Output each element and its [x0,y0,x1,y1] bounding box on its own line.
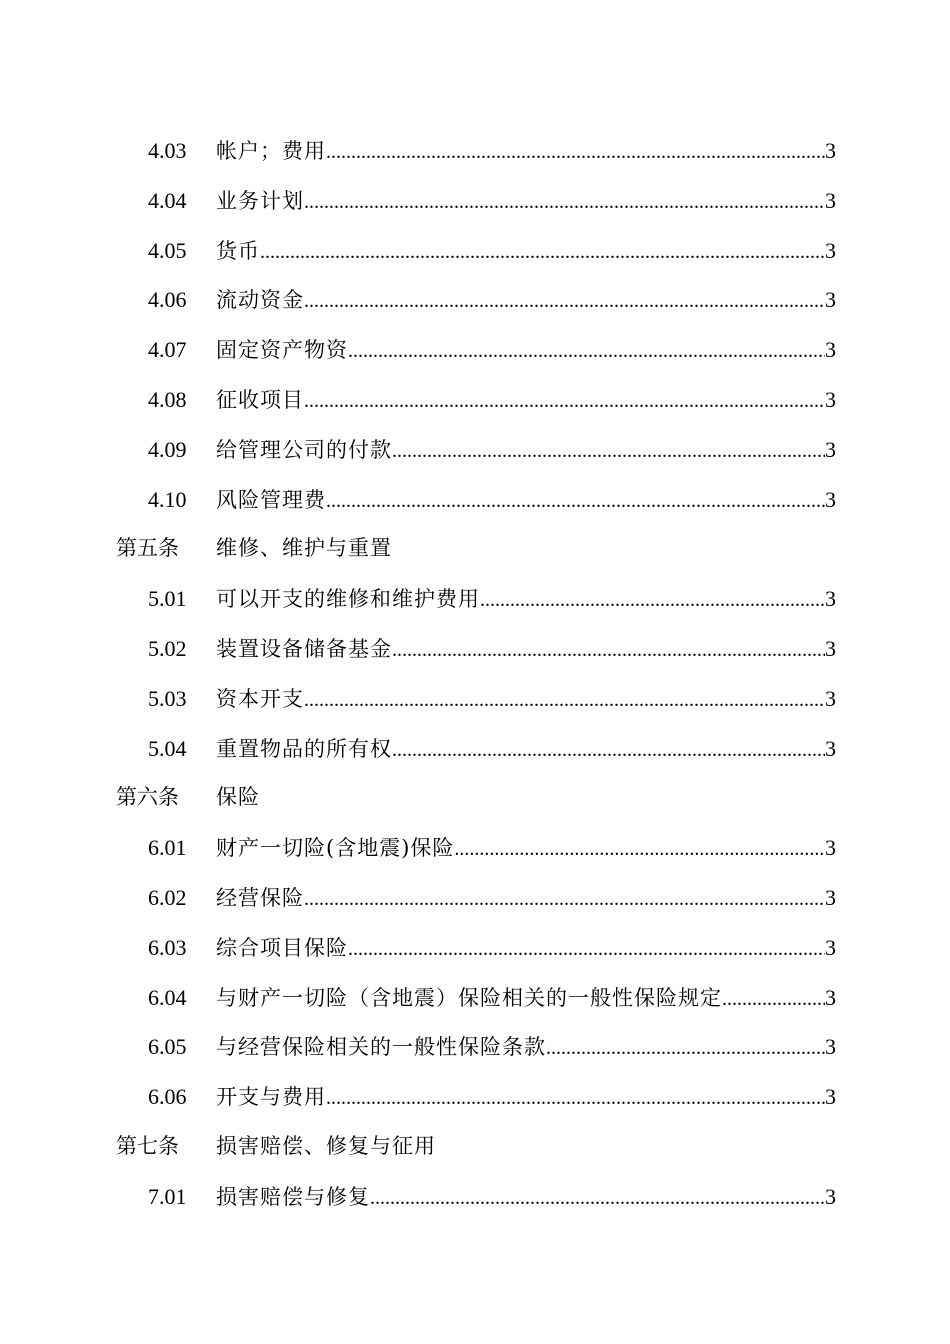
toc-section-heading [0,1122,950,1172]
entry-body [216,275,836,327]
toc-entry[interactable] [0,375,950,425]
entry-title: 重置物品的所有权 [216,736,392,761]
dot-leader [392,626,825,676]
entry-title: 固定资产物资 [216,338,348,363]
entry-number: 6.05 [148,1034,187,1060]
entry-body [216,1122,836,1172]
entry-title: 流动资金 [216,288,304,313]
entry-body [216,574,836,626]
page-number: 3 [825,237,836,263]
page-number: 3 [825,1183,836,1209]
entry-number: 4.09 [148,436,187,462]
entry-title: 开支与费用 [216,1085,326,1110]
entry-title: 资本开支 [216,686,304,711]
entry-title: 经营保险 [216,885,304,910]
dot-leader [480,576,825,626]
entry-body [216,325,836,377]
entry-body [216,873,836,925]
entry-body [216,475,836,527]
entry-number: 4.05 [148,237,187,263]
page-number: 3 [825,934,836,960]
entry-number: 4.04 [148,187,187,213]
page-number: 3 [825,984,836,1010]
entry-body [216,524,836,574]
section-title: 维修、维护与重置 [216,536,392,561]
entry-number: 7.01 [148,1183,187,1209]
toc-entry[interactable] [0,624,950,674]
entry-title: 风险管理费 [216,487,326,512]
section-title: 损害赔偿、修复与征用 [216,1133,436,1158]
dot-leader [304,277,825,327]
entry-number: 4.03 [148,138,187,163]
entry-number: 4.06 [148,287,187,313]
entry-body [216,823,836,875]
entry-body [216,425,836,477]
page-number: 3 [825,337,836,363]
dot-leader [454,825,825,875]
page-number: 3 [825,635,836,661]
dot-leader [304,676,825,726]
section-number: 第六条 [116,785,179,810]
entry-body [216,674,836,726]
entry-title: 综合项目保险 [216,935,348,960]
entry-number: 6.04 [148,984,187,1010]
dot-leader [546,1024,825,1074]
toc-entry[interactable] [0,973,950,1023]
page-number: 3 [825,138,836,163]
page-number: 3 [825,187,836,213]
entry-title: 可以开支的维修和维护费用 [216,587,480,612]
toc-entry[interactable] [0,873,950,923]
toc-entry[interactable] [0,126,950,176]
toc-entry[interactable] [0,1072,950,1122]
dot-leader [326,1074,825,1124]
page-number: 3 [825,1084,836,1110]
entry-number: 6.01 [148,835,187,861]
section-title: 保险 [216,785,260,810]
toc-entry[interactable] [0,1172,950,1222]
entry-title: 征收项目 [216,387,304,412]
dot-leader [304,178,825,228]
page-number: 3 [825,287,836,313]
entry-number: 5.02 [148,635,187,661]
entry-number: 6.02 [148,884,187,910]
section-number: 第七条 [116,1133,179,1158]
dot-leader [392,726,825,776]
toc-section-heading [0,773,950,823]
page-number: 3 [825,735,836,761]
toc-entry[interactable] [0,325,950,375]
page-number: 3 [825,486,836,512]
entry-title: 与财产一切险（含地震）保险相关的一般性保险规定 [216,985,722,1010]
entry-title: 业务计划 [216,188,304,213]
entry-number: 5.03 [148,685,187,711]
page-number: 3 [825,586,836,612]
entry-title: 装置设备储备基金 [216,636,392,661]
page-number: 3 [825,1034,836,1060]
entry-body [216,1172,836,1224]
entry-body [216,923,836,975]
page-number: 3 [825,436,836,462]
page-number: 3 [825,386,836,412]
entry-number: 6.06 [148,1084,187,1110]
entry-number: 4.07 [148,337,187,363]
page-number: 3 [825,835,836,861]
page-number: 3 [825,884,836,910]
toc-entry[interactable] [0,823,950,873]
entry-title: 帐户；费用 [216,139,326,163]
entry-body [216,226,836,278]
entry-body [216,624,836,676]
entry-title: 损害赔偿与修复 [216,1184,370,1209]
entry-body [216,176,836,228]
toc-entry[interactable] [0,674,950,724]
toc-entry[interactable] [0,923,950,973]
toc-entry[interactable] [0,1022,950,1072]
dot-leader [260,228,825,278]
dot-leader [348,327,825,377]
toc-entry[interactable] [0,574,950,624]
entry-number: 4.08 [148,386,187,412]
toc-entry[interactable] [0,724,950,774]
toc-section-heading [0,524,950,574]
dot-leader [370,1174,825,1224]
table-of-contents [0,126,950,1222]
entry-body [216,724,836,776]
entry-body [216,126,836,178]
entry-title: 货币 [216,238,260,263]
entry-number: 4.10 [148,486,187,512]
dot-leader [304,377,825,427]
toc-entry[interactable] [0,475,950,525]
entry-number: 6.03 [148,934,187,960]
dot-leader [304,875,825,925]
entry-body [216,375,836,427]
toc-entry[interactable] [0,226,950,276]
toc-entry[interactable] [0,425,950,475]
entry-body [216,773,836,823]
toc-entry[interactable] [0,176,950,226]
toc-entry[interactable] [0,275,950,325]
entry-body [216,1072,836,1124]
entry-title: 财产一切险(含地震)保险 [216,836,455,861]
entry-title: 给管理公司的付款 [216,437,392,462]
dot-leader [392,427,825,477]
entry-number: 5.01 [148,586,187,612]
dot-leader [326,477,825,527]
entry-body [216,1022,836,1074]
entry-title: 与经营保险相关的一般性保险条款 [216,1035,546,1060]
dot-leader [326,128,825,178]
page-number: 3 [825,685,836,711]
section-number: 第五条 [116,536,179,561]
entry-number: 5.04 [148,735,187,761]
entry-body [216,973,836,1025]
dot-leader [722,975,825,1025]
dot-leader [348,925,825,975]
